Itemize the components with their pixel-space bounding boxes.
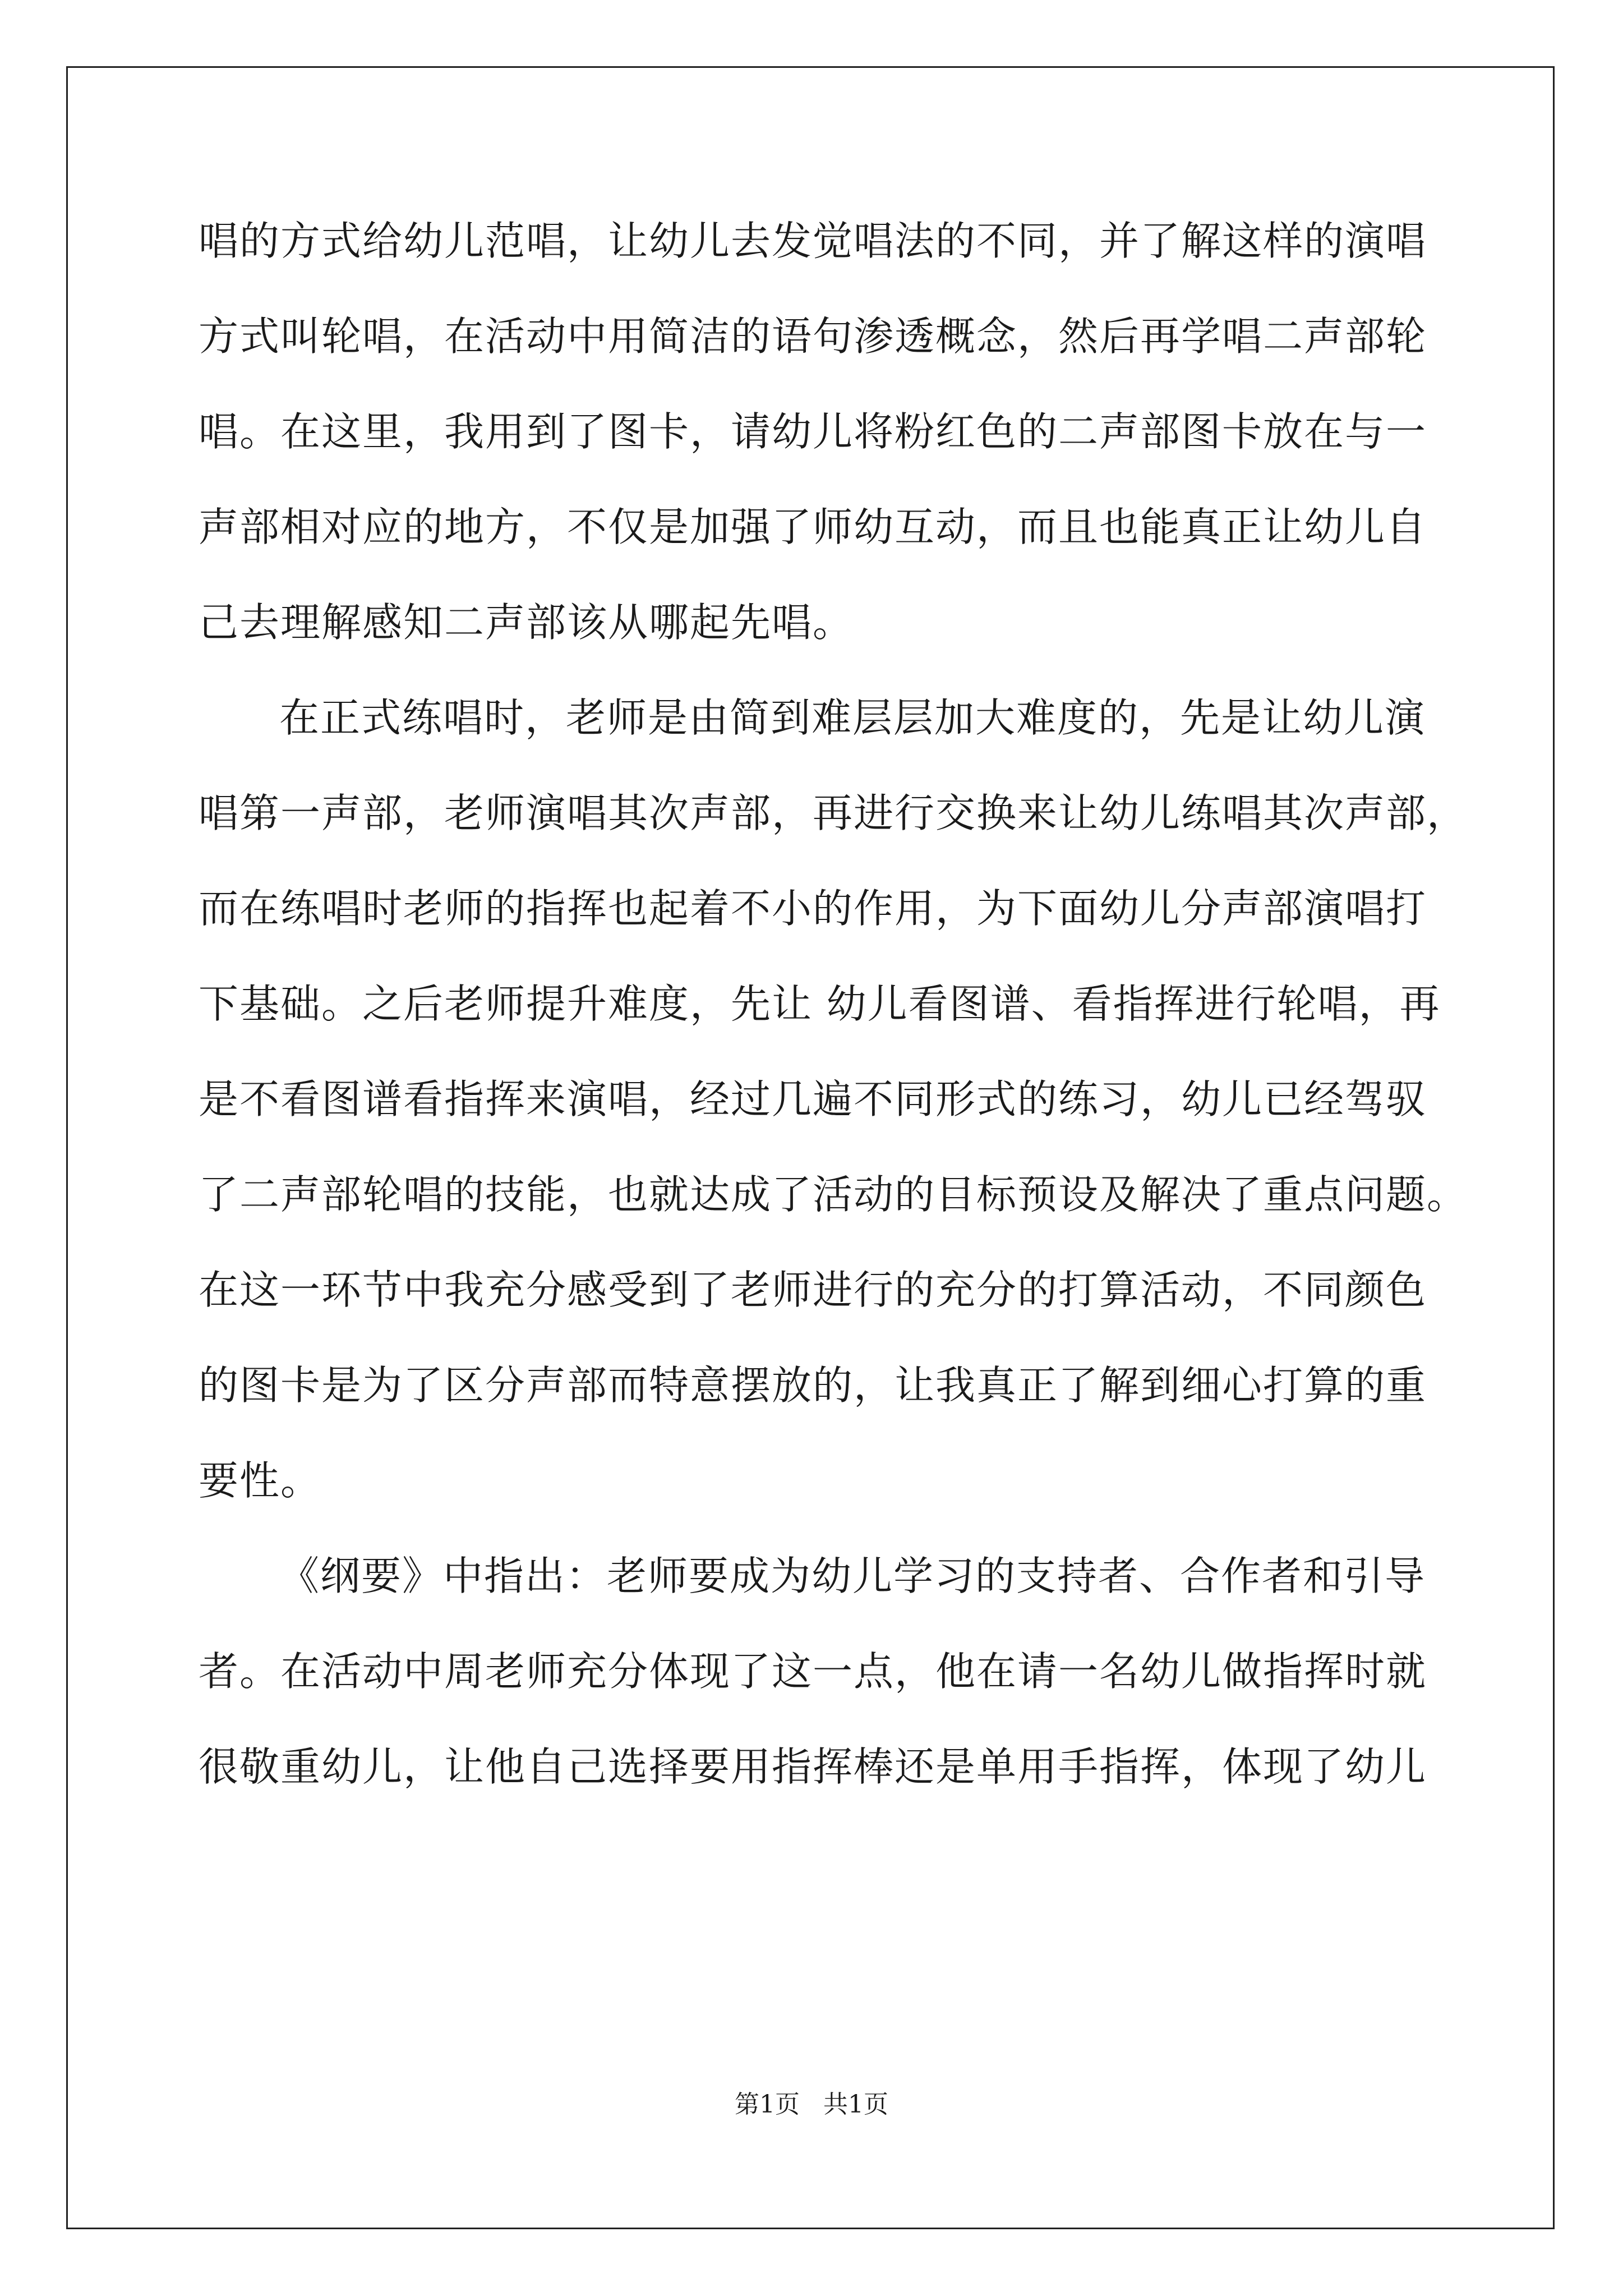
text-line: 方式叫轮唱，在活动中用简洁的语句渗透概念，然后再学唱二声部轮 xyxy=(199,313,1427,360)
document-body xyxy=(199,209,1468,1830)
text-line: 者。在活动中周老师充分体现了这一点，他在请一名幼儿做指挥时就 xyxy=(199,1648,1427,1695)
text-line: 的图卡是为了区分声部而特意摆放的，让我真正了解到细心打算的重 xyxy=(199,1362,1427,1409)
text-line: 了二声部轮唱的技能，也就达成了活动的目标预设及解决了重点问题。 xyxy=(199,1171,1468,1218)
text-line: 在这一环节中我充分感受到了老师进行的充分的打算活动，不同颜色 xyxy=(199,1267,1427,1313)
text-line: 唱的方式给幼儿范唱，让幼儿去发觉唱法的不同，并了解这样的演唱 xyxy=(199,218,1427,264)
text-line: 是不看图谱看指挥来演唱，经过几遍不同形式的练习，幼儿已经驾驭 xyxy=(199,1076,1427,1122)
text-line: 唱第一声部，老师演唱其次声部，再进行交换来让幼儿练唱其次声部， xyxy=(199,790,1468,836)
page-number-footer: 第1页 共1页 xyxy=(735,2090,888,2119)
text-line: 很敬重幼儿，让他自己选择要用指挥棒还是单用手指挥，体现了幼儿 xyxy=(199,1743,1427,1790)
text-line: 下基础。之后老师提升难度，先让 幼儿看图谱、看指挥进行轮唱，再 xyxy=(199,981,1441,1027)
paragraph-first-line: 《纲要》中指出：老师要成为幼儿学习的支持者、合作者和引导 xyxy=(279,1553,1426,1599)
text-line: 己去理解感知二声部该从哪起先唱。 xyxy=(199,599,854,646)
text-line: 唱。在这里，我用到了图卡，请幼儿将粉红色的二声部图卡放在与一 xyxy=(199,408,1427,455)
text-line: 要性。 xyxy=(199,1457,322,1504)
text-line: 声部相对应的地方，不仅是加强了师幼互动，而且也能真正让幼儿自 xyxy=(199,504,1427,550)
text-line: 而在练唱时老师的指挥也起着不小的作用，为下面幼儿分声部演唱打 xyxy=(199,885,1427,932)
paragraph-first-line: 在正式练唱时，老师是由简到难层层加大难度的，先是让幼儿演 xyxy=(279,694,1426,741)
